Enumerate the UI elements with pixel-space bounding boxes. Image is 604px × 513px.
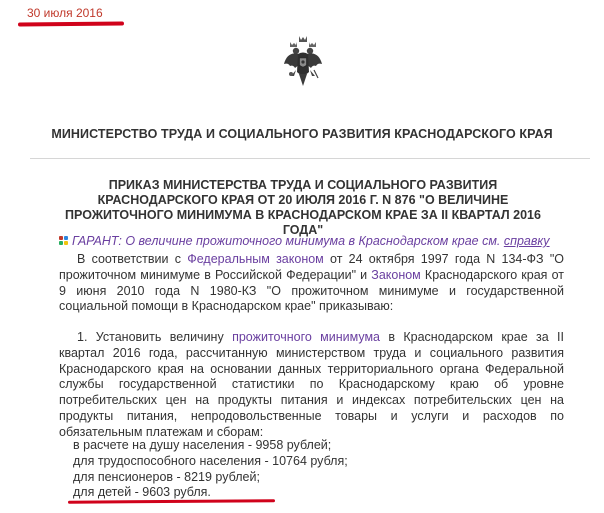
list-item: в расчете на душу населения - 9958 рублей; [73,438,332,452]
clause-1-paragraph [59,330,564,441]
garant-note [59,234,550,248]
amounts-list [73,438,348,501]
garant-reference-link[interactable]: справку [503,234,550,248]
regional-law-link[interactable]: Законом [371,267,421,282]
federal-law-link[interactable]: Федеральным законом [187,252,324,266]
order-title: ПРИКАЗ МИНИСТЕРСТВА ТРУДА И СОЦИАЛЬНОГО РАЗВИТИЯ КРАСНОДАРСКОГО КРАЯ ОТ 20 ИЮЛЯ 2016 Г. N 876 "О ВЕЛИЧИНЕ ПРОЖИТОЧНОГО МИНИМУМА В КРАСНОДАРСКОМ КРАЕ ЗА II КВАРТАЛ 2016 ГОДА" [65,178,541,237]
date-red-underline [18,21,124,26]
garant-prefix: ГАРАНТ: [72,234,122,248]
coat-of-arms-icon [283,34,323,90]
list-item: для детей - 9603 рубля. [73,485,211,500]
list-item: для пенсионеров - 8219 рублей; [73,469,260,484]
list-item: для трудоспособного населения - 10764 рубля; [73,453,348,468]
preamble-paragraph [59,252,564,315]
pensioners-red-underline [68,499,275,503]
garant-text: О величине прожиточного минимума в Краснодарском крае см. [121,234,504,248]
preamble-text-2: от 24 октября 1997 года N 134-ФЗ "О прожиточном минимуме в Российской Федерации" и [59,252,564,282]
clause-1-text-1: 1. Установить величину [77,330,233,344]
publication-date: 30 июля 2016 [27,6,103,20]
divider [30,158,590,159]
subsistence-minimum-link[interactable]: прожиточного минимума [232,330,381,344]
preamble-text-1: В соответствии с [77,252,188,266]
clause-1-text-2: в Краснодарском крае за II квартал 2016 года, рассчитанную министерством труда и социального развития Краснодарского края на основании данных территориального органа Федеральной службы государственной статистики по Краснодарскому краю об уровне потребительских цен на продукты питания и индексах потребительских цен на продукты питания, непродовольственные товары и услуги и расходов по обязательным платежам и сборам: [59,330,564,439]
garant-logo-icon [59,236,69,246]
preamble-text-3: Краснодарского края от 9 июня 2010 года N 1980-КЗ "О прожиточном минимуме и государственной социальной помощи в Краснодарском крае" приказываю: [59,267,564,314]
ministry-heading: МИНИСТЕРСТВО ТРУДА И СОЦИАЛЬНОГО РАЗВИТИЯ КРАСНОДАРСКОГО КРАЯ [51,127,553,141]
